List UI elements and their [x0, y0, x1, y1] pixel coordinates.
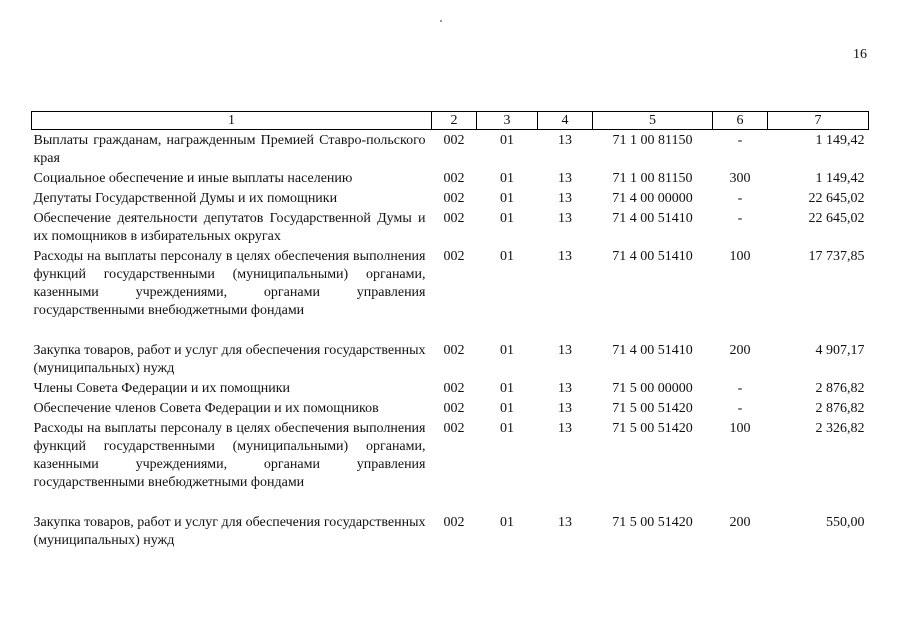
row-col3: 01	[500, 191, 514, 206]
row-col6: 100	[729, 249, 751, 264]
table-row	[32, 512, 869, 550]
row-col3: 01	[500, 421, 514, 436]
row-col3: 01	[500, 211, 514, 226]
row-col3: 01	[500, 133, 514, 148]
column-header-3: 3	[477, 112, 538, 130]
row-amount: 2 876,82	[815, 381, 865, 396]
row-amount: 22 645,02	[808, 211, 865, 226]
page-number: 16	[853, 47, 867, 62]
table-row	[32, 188, 869, 208]
row-col5: 71 4 00 51410	[612, 211, 693, 226]
row-description: Обеспечение членов Совета Федерации и их помощников	[33, 401, 379, 416]
row-col2: 002	[443, 381, 465, 396]
column-header-6: 6	[713, 112, 768, 130]
row-col5: 71 5 00 51420	[612, 515, 693, 530]
row-col6: 100	[729, 421, 751, 436]
row-col5: 71 4 00 51410	[612, 343, 693, 358]
row-col5: 71 5 00 51420	[612, 421, 693, 436]
table-row	[32, 168, 869, 188]
row-col4: 13	[558, 381, 572, 396]
row-col4: 13	[558, 211, 572, 226]
column-header-2: 2	[432, 112, 477, 130]
row-col4: 13	[558, 343, 572, 358]
row-col4: 13	[558, 401, 572, 416]
row-col6: -	[737, 381, 743, 396]
row-col2: 002	[443, 191, 465, 206]
table-row	[32, 418, 869, 512]
row-description: Закупка товаров, работ и услуг для обеспечения государственных (муниципальных) нужд	[33, 343, 426, 376]
row-col2: 002	[443, 343, 465, 358]
row-col4: 13	[558, 515, 572, 530]
budget-table	[31, 111, 869, 550]
header-row	[32, 112, 869, 130]
row-amount: 17 737,85	[808, 249, 865, 264]
row-description: Члены Совета Федерации и их помощники	[33, 381, 291, 396]
row-col6: -	[737, 211, 743, 226]
row-col6: -	[737, 191, 743, 206]
row-col3: 01	[500, 401, 514, 416]
row-col4: 13	[558, 421, 572, 436]
row-col6: -	[737, 401, 743, 416]
row-col2: 002	[443, 401, 465, 416]
column-header-4: 4	[538, 112, 593, 130]
row-description: Социальное обеспечение и иные выплаты населению	[33, 171, 353, 186]
row-description: Расходы на выплаты персоналу в целях обеспечения выполнения функций государственными (муниципальными) органами, казенными учреждениями, органами управления государственными внебюджетными фондами	[33, 421, 426, 490]
row-col4: 13	[558, 171, 572, 186]
row-amount: 2 876,82	[815, 401, 865, 416]
row-col3: 01	[500, 249, 514, 264]
row-col3: 01	[500, 171, 514, 186]
row-col6: 200	[729, 343, 751, 358]
row-col6: -	[737, 133, 743, 148]
row-col4: 13	[558, 133, 572, 148]
row-amount: 1 149,42	[815, 133, 865, 148]
row-col3: 01	[500, 515, 514, 530]
row-col6: 200	[729, 515, 751, 530]
column-header-1: 1	[32, 112, 432, 130]
row-amount: 2 326,82	[815, 421, 865, 436]
row-col2: 002	[443, 171, 465, 186]
row-col5: 71 4 00 00000	[612, 191, 693, 206]
row-col2: 002	[443, 133, 465, 148]
row-amount: 550,00	[826, 515, 865, 530]
row-col5: 71 1 00 81150	[612, 171, 693, 186]
row-amount: 1 149,42	[815, 171, 865, 186]
row-col2: 002	[443, 211, 465, 226]
row-col4: 13	[558, 249, 572, 264]
row-description: Выплаты гражданам, награжденным Премией Ставро-польского края	[33, 133, 426, 166]
row-description: Обеспечение деятельности депутатов Государственной Думы и их помощников в избирательных округах	[33, 211, 426, 244]
row-col6: 300	[729, 171, 751, 186]
row-col5: 71 4 00 51410	[612, 249, 693, 264]
row-col2: 002	[443, 249, 465, 264]
row-col2: 002	[443, 421, 465, 436]
row-col5: 71 5 00 51420	[612, 401, 693, 416]
row-description: Расходы на выплаты персоналу в целях обеспечения выполнения функций государственными (муниципальными) органами, казенными учреждениями, органами управления государственными внебюджетными фондами	[33, 249, 426, 318]
row-amount: 4 907,17	[815, 343, 865, 358]
row-col5: 71 5 00 00000	[612, 381, 693, 396]
row-col3: 01	[500, 381, 514, 396]
row-description: Закупка товаров, работ и услуг для обеспечения государственных (муниципальных) нужд	[33, 515, 426, 548]
table-row	[32, 208, 869, 246]
column-header-5: 5	[593, 112, 713, 130]
row-col5: 71 1 00 81150	[612, 133, 693, 148]
row-col2: 002	[443, 515, 465, 530]
column-header-7: 7	[768, 112, 869, 130]
table-row	[32, 378, 869, 398]
row-col4: 13	[558, 191, 572, 206]
table-row	[32, 246, 869, 340]
row-amount: 22 645,02	[808, 191, 865, 206]
scan-speck	[440, 20, 442, 22]
table-row	[32, 398, 869, 418]
row-description: Депутаты Государственной Думы и их помощники	[33, 191, 338, 206]
table-row	[32, 130, 869, 169]
table-row	[32, 340, 869, 378]
row-col3: 01	[500, 343, 514, 358]
